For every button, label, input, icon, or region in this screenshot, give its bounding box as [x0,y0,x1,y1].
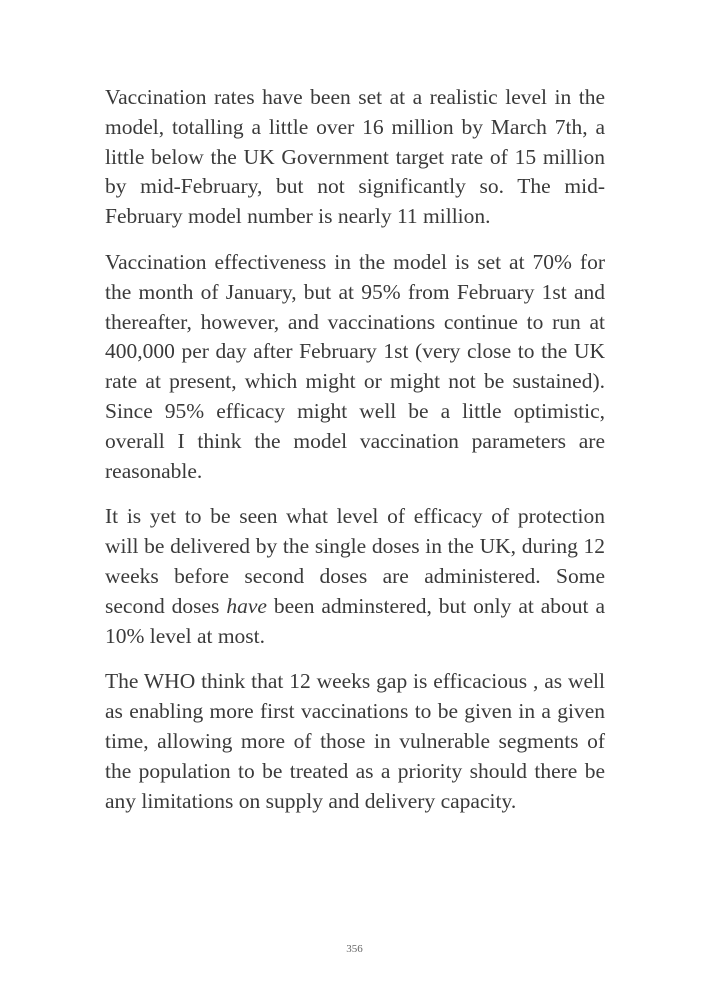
emphasis-have: have [226,593,267,618]
paragraph-who-dose-gap: The WHO think that 12 weeks gap is efficacious , as well as enabling more first vaccinations to be given in a given time, allowing more of those in vulnerable segments of the population to be treated as a priority should there be any limitations on supply and delivery capacity. [105,669,605,813]
paragraph-text-start: It is yet to be seen what level of efficacy of protection will be delivered by the single doses in the UK, during 12 weeks before second doses are administered. Some second doses [105,504,605,618]
paragraph-text-end: been adminstered, but only at about a 10% level at most. [105,593,605,648]
body-text [105,83,605,832]
paragraph-vaccination-effectiveness: Vaccination effectiveness in the model is set at 70% for the month of January, but at 95% from February 1st and thereafter, however, and vaccinations continue to run at 400,000 per day after February 1st (very close to the UK rate at present, which might or might not be sustained). Since 95% efficacy might well be a little optimistic, overall I think the model vaccination parameters are reasonable. [105,249,605,483]
paragraph-single-dose-efficacy [105,502,605,651]
page-number: 356 [346,943,363,955]
paragraph-vaccination-rates: Vaccination rates have been set at a realistic level in the model, totalling a little over 16 million by March 7th, a little below the UK Government target rate of 15 million by mid-February, but not significantly so. The mid-February model number is nearly 11 million. [105,85,605,229]
